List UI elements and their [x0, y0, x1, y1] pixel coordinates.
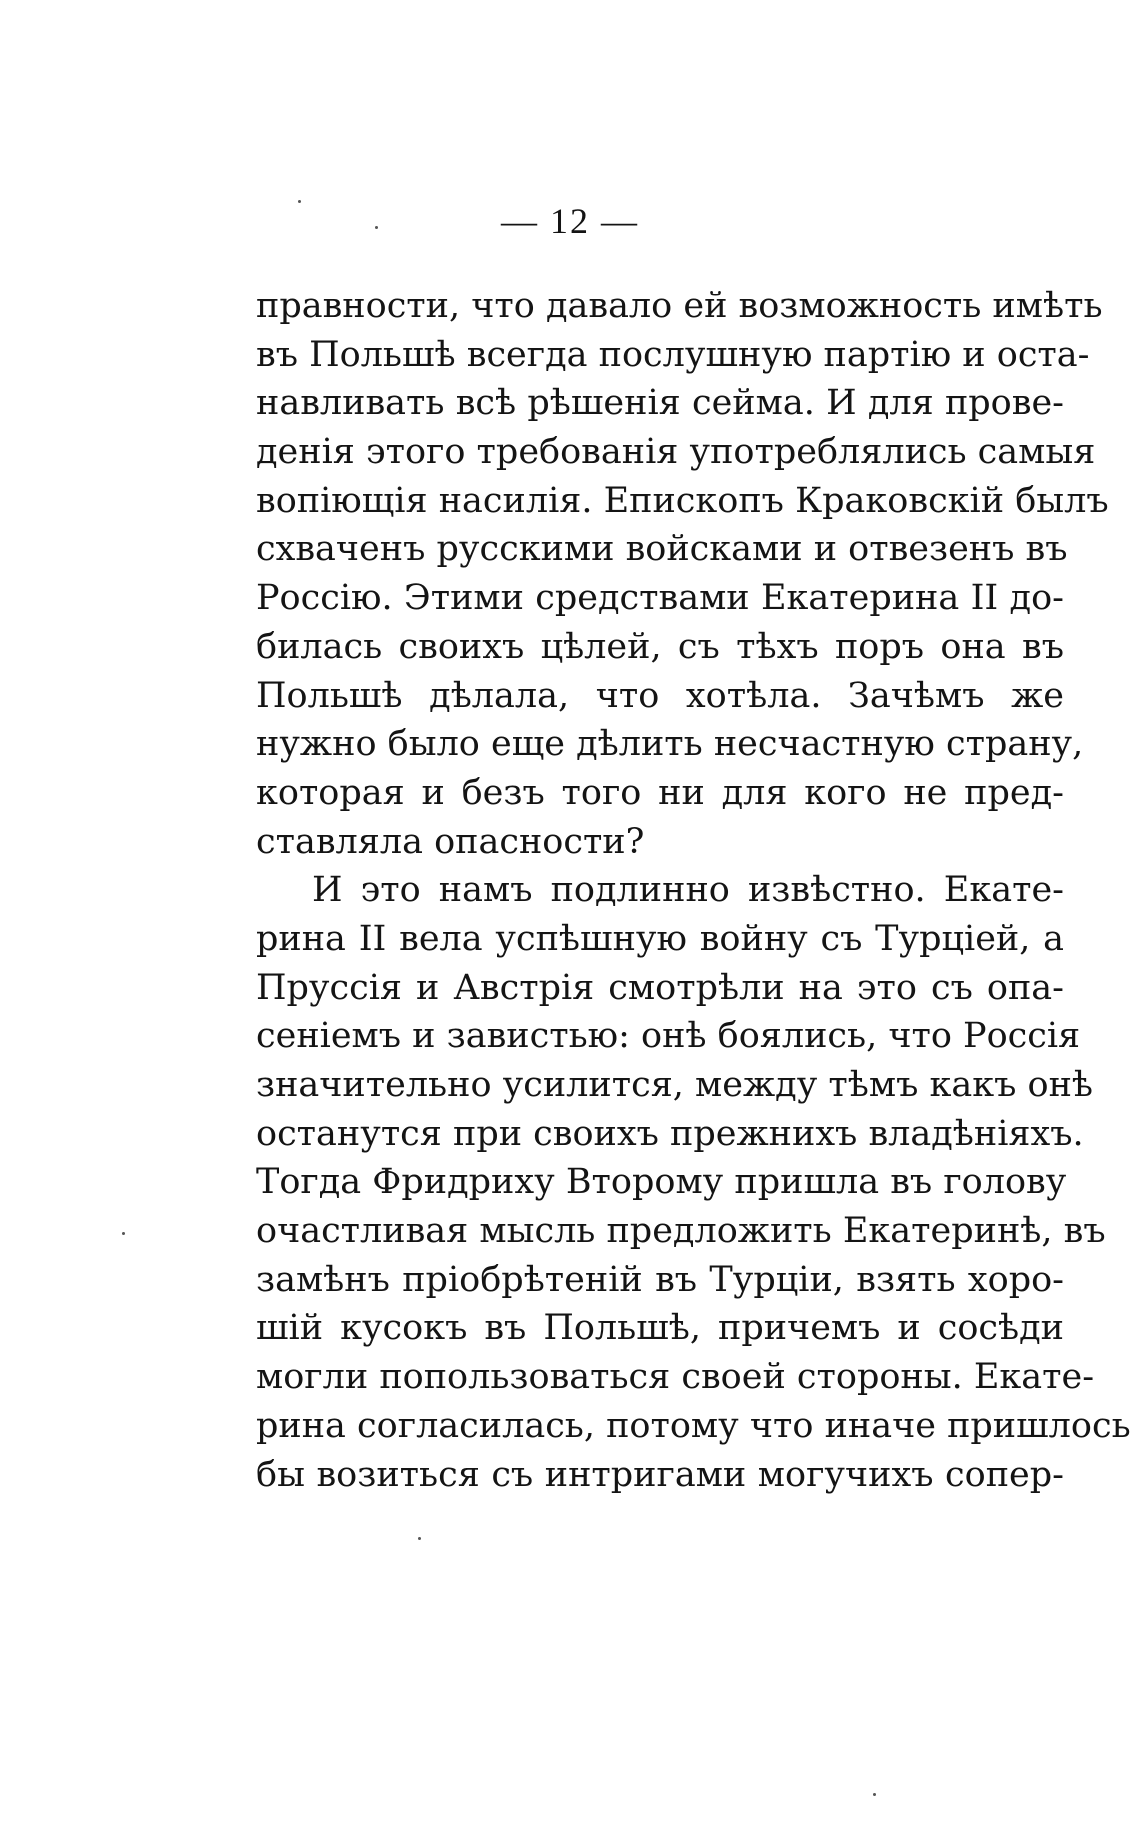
- text-line: которая и безъ того ни для кого не пред-: [256, 772, 1064, 813]
- paper-speck: [122, 1232, 125, 1235]
- paper-speck: [418, 1537, 421, 1540]
- text-line: замѣнъ пріобрѣтеній въ Турціи, взять хоро-: [256, 1259, 1064, 1300]
- text-line: нужно было еще дѣлить несчастную страну,: [256, 724, 1084, 765]
- paper-speck: [873, 1793, 876, 1796]
- text-line: рина согласилась, потому что иначе пришлось: [256, 1405, 1131, 1446]
- text-line: правности, что давало ей возможность имѣть: [256, 286, 1103, 326]
- paragraph-1: [256, 282, 1109, 866]
- text-line: въ Польшѣ всегда послушную партію и оста-: [256, 334, 1090, 375]
- text-line: шій кусокъ въ Польшѣ, причемъ и сосѣди: [256, 1308, 1064, 1349]
- text-line: рина II вела успѣшную войну съ Турціей, а: [256, 918, 1064, 959]
- text-line: Пруссія и Австрія смотрѣли на это съ опа-: [256, 967, 1064, 1008]
- text-line: Польшѣ дѣлала, что хотѣла. Зачѣмъ же: [256, 675, 1064, 716]
- text-line: очастливая мысль предложить Екатеринѣ, въ: [256, 1211, 1106, 1252]
- paper-speck: [298, 200, 301, 203]
- body-text: [256, 282, 1131, 1499]
- text-line: значительно усилится, между тѣмъ какъ онѣ: [256, 1065, 1094, 1105]
- page-number: — 12 —: [501, 201, 639, 241]
- text-line: сеніемъ и завистью: онѣ боялись, что Россія: [256, 1016, 1081, 1057]
- paper-speck: [375, 226, 378, 229]
- text-line: могли попользоваться своей стороны. Екате-: [256, 1357, 1095, 1398]
- text-line: билась своихъ цѣлей, съ тѣхъ поръ она въ: [256, 626, 1064, 667]
- text-line: денія этого требованія употреблялись самыя: [256, 432, 1096, 473]
- text-line: ставляла опасности?: [256, 821, 645, 862]
- text-line: останутся при своихъ прежнихъ владѣніяхъ.: [256, 1113, 1084, 1154]
- text-line: И это намъ подлинно извѣстно. Екате-: [312, 870, 1064, 911]
- paragraph-2: [256, 866, 1131, 1499]
- text-line: схваченъ русскими войсками и отвезенъ въ: [256, 529, 1068, 570]
- text-line: Россію. Этими средствами Екатерина II до-: [256, 578, 1064, 619]
- text-line: бы возиться съ интригами могучихъ сопер-: [256, 1454, 1064, 1495]
- text-line: навливать всѣ рѣшенія сейма. И для прове-: [256, 383, 1064, 424]
- text-line: вопіющія насилія. Епископъ Краковскій былъ: [256, 480, 1109, 521]
- text-line: Тогда Фридриху Второму пришла въ голову: [256, 1162, 1067, 1203]
